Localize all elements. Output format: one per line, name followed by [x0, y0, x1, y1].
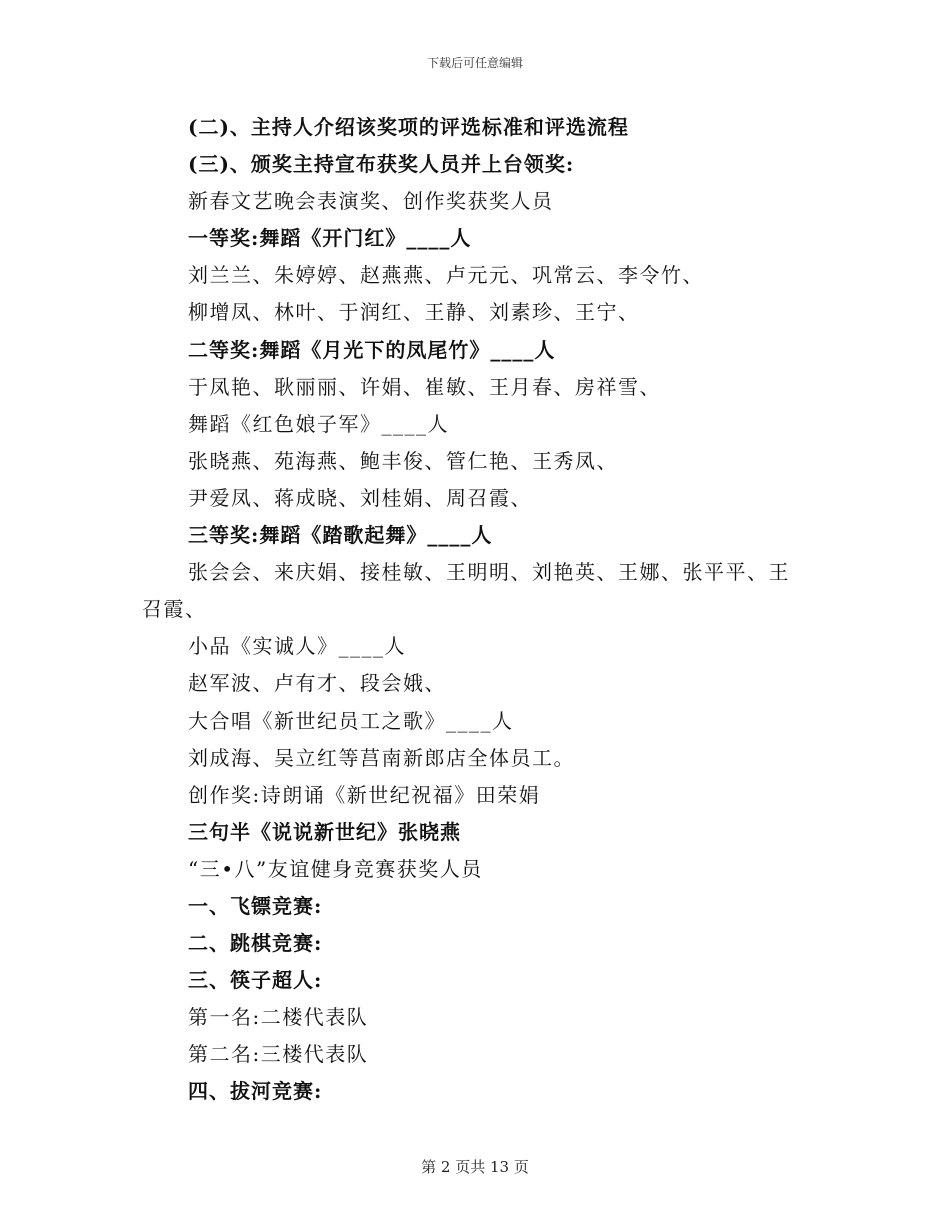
subtitle-fitness-awards: “三•八”友谊健身竞赛获奖人员	[188, 856, 483, 881]
winners-list: 刘成海、吴立红等莒南新郎店全体员工。	[188, 745, 575, 770]
winners-list: 柳增凤、林叶、于润红、王静、刘素珍、王宁、	[188, 300, 640, 325]
first-place: 第一名:二楼代表队	[188, 1005, 369, 1030]
section-heading-announce: (三)、颁奖主持宣布获奖人员并上台领奖:	[188, 152, 575, 177]
winners-list: 张会会、来庆娟、接桂敏、王明明、刘艳英、王娜、张平平、王召霞、	[142, 560, 790, 622]
second-prize-heading: 二等奖:舞蹈《月光下的凤尾竹》____人	[188, 337, 556, 362]
winners-list: 于凤艳、耿丽丽、许娟、崔敏、王月春、房祥雪、	[188, 374, 661, 399]
winners-list: 尹爱凤、蒋成晓、刘桂娟、周召霞、	[188, 485, 532, 510]
creation-award-second: 三句半《说说新世纪》张晓燕	[188, 819, 461, 844]
winners-list: 赵军波、卢有才、段会娥、	[188, 671, 446, 696]
first-prize-heading: 一等奖:舞蹈《开门红》____人	[188, 226, 472, 251]
checkers-heading: 二、跳棋竞赛:	[188, 931, 323, 956]
chopsticks-heading: 三、筷子超人:	[188, 968, 323, 993]
third-prize-heading: 三等奖:舞蹈《踏歌起舞》____人	[188, 523, 493, 548]
winners-list: 张晓燕、苑海燕、鲍丰俊、管仁艳、王秀凤、	[188, 448, 618, 473]
darts-heading: 一、飞镖竞赛:	[188, 893, 323, 918]
section-heading-criteria: (二)、主持人介绍该奖项的评选标准和评选流程	[188, 115, 629, 139]
chorus-program: 大合唱《新世纪员工之歌》____人	[188, 708, 514, 733]
winners-list: 刘兰兰、朱婷婷、赵燕燕、卢元元、巩常云、李令竹、	[188, 263, 704, 288]
skit-program: 小品《实诚人》____人	[188, 634, 406, 659]
document-body	[142, 109, 810, 1111]
subtitle-gala-awards: 新春文艺晚会表演奖、创作奖获奖人员	[188, 189, 554, 214]
creation-award: 创作奖:诗朗诵《新世纪祝福》田荣娟	[188, 782, 541, 807]
second-place: 第二名:三楼代表队	[188, 1042, 369, 1067]
tug-of-war-heading: 四、拔河竞赛:	[188, 1079, 323, 1104]
page-header: 下载后可任意编辑	[426, 56, 523, 70]
second-prize-program: 舞蹈《红色娘子军》____人	[188, 411, 449, 436]
page-footer: 第 2 页共 13 页	[421, 1158, 529, 1176]
